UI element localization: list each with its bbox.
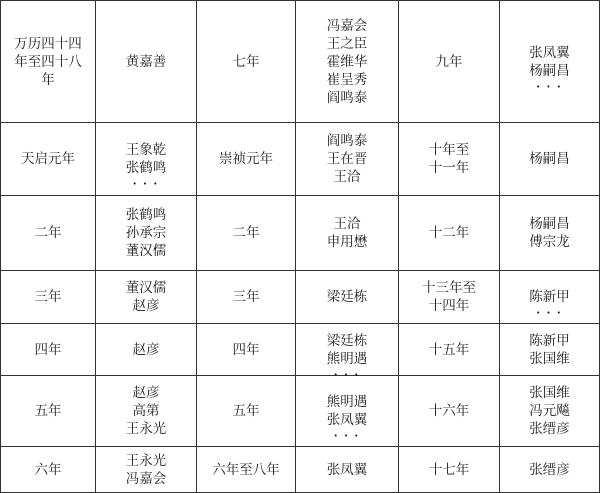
cell-line: 阎鸣泰 (326, 89, 368, 106)
cell-line: 万历四十四 (14, 35, 82, 52)
table-cell-ministers (500, 271, 599, 323)
cell-line: 十二年 (428, 225, 470, 241)
cell-line: 阎鸣泰 (326, 133, 368, 149)
table-cell-period (399, 123, 499, 195)
table-cell-ministers (96, 447, 196, 492)
cell-line: 张凤翼 (326, 461, 368, 478)
cell-line: 十一年 (428, 160, 470, 176)
table-cell-ministers (96, 271, 196, 323)
cell-line: 张鹤鸣 • • • (126, 159, 167, 177)
cell-line: 十四年 (428, 298, 470, 314)
table-cell-ministers (500, 123, 599, 195)
table-cell-ministers (500, 324, 599, 375)
cell-line: 六年 (34, 461, 62, 478)
table-cell-period (197, 376, 295, 446)
cell-line: 赵彦 (132, 385, 160, 401)
cell-line: 张鹤鸣 (125, 207, 167, 223)
table-cell-ministers (296, 1, 398, 122)
cell-line: 杨嗣昌 (529, 151, 570, 167)
cell-line: 十六年 (428, 403, 470, 419)
table-cell-ministers (500, 1, 599, 122)
table-cell-period (1, 1, 95, 122)
cell-line: 王在晋 (326, 151, 368, 167)
table-cell-period (197, 123, 295, 195)
cell-line: 傅宗龙 (529, 234, 570, 250)
table-cell-period (1, 324, 95, 375)
table-cell-ministers (500, 376, 599, 446)
cell-line: 三年 (232, 289, 260, 305)
cell-line: 二年 (232, 225, 260, 241)
table-cell-ministers (296, 376, 398, 446)
cell-line: 孙承宗 • • • (126, 224, 167, 242)
cell-line: 张缙彦 (529, 421, 570, 437)
cell-line: 张国维 (529, 350, 570, 367)
cell-line: 十五年 (428, 341, 470, 358)
cell-line: 年至四十八 (14, 53, 82, 70)
cell-line: 六年至八年 (212, 461, 280, 478)
table-cell-period (399, 376, 499, 446)
cell-line: 张凤翼 • • • (327, 411, 368, 429)
table-cell-period (197, 1, 295, 122)
cell-line: 熊明遇 (326, 394, 368, 410)
cell-line: 申用懋 (326, 234, 368, 250)
table-cell-ministers (296, 123, 398, 195)
cell-line: 杨嗣昌 • • • (529, 62, 570, 80)
cell-line: 陈新甲 • • • (529, 288, 570, 306)
cell-line: 杨嗣昌 (529, 216, 570, 232)
cell-line: 王之臣 (326, 35, 368, 52)
table-cell-period (1, 196, 95, 270)
table-cell-period (399, 447, 499, 492)
cell-line: 十三年至 (422, 280, 476, 296)
cell-line: 冯元飚 (529, 403, 570, 419)
table-cell-period (197, 447, 295, 492)
cell-line: 黄嘉善 (125, 53, 167, 70)
cell-line: 天启元年 (21, 151, 75, 167)
table-cell-period (1, 271, 95, 323)
cell-line: 十年至 (428, 142, 470, 158)
table-cell-period (197, 196, 295, 270)
cell-line: 张缙彦 (529, 461, 570, 478)
cell-line: 熊明遇 • • • (327, 350, 368, 368)
table-cell-period (197, 324, 295, 375)
table-cell-ministers (296, 447, 398, 492)
cell-line: 霍维华 (326, 53, 368, 70)
table-cell-ministers (296, 324, 398, 375)
cell-line: 董汉儒 (125, 243, 167, 259)
cell-line: 十七年 (428, 461, 470, 478)
table-cell-period (399, 324, 499, 375)
table-cell-period (1, 447, 95, 492)
cell-line: 七年 (232, 53, 260, 70)
cell-line: 冯嘉会 (125, 470, 167, 487)
cell-line: 四年 (34, 341, 62, 358)
cell-line: 崔呈秀 (326, 71, 368, 88)
table-cell-ministers (96, 324, 196, 375)
table-cell-period (399, 1, 499, 122)
cell-line: 高第 (132, 403, 160, 419)
table-cell-period (399, 271, 499, 323)
table-cell-ministers (500, 447, 599, 492)
cell-line: 五年 (34, 403, 62, 419)
cell-line: 王永光 (125, 452, 167, 469)
table-cell-period (399, 196, 499, 270)
cell-line: 赵彦 (132, 298, 160, 314)
cell-line: 九年 (435, 53, 463, 70)
cell-line: 二年 (34, 225, 62, 241)
table-cell-period (197, 271, 295, 323)
table-cell-ministers (96, 1, 196, 122)
table-cell-ministers (96, 123, 196, 195)
cell-line: 王象乾 (125, 142, 167, 158)
cell-line: 王洽 (333, 216, 361, 232)
cell-line: 张凤翼 (529, 44, 570, 61)
table-cell-ministers (96, 196, 196, 270)
table-cell-ministers (296, 196, 398, 270)
cell-line: 冯嘉会 (326, 17, 368, 34)
cell-line: 张国维 (529, 385, 570, 401)
cell-line: 陈新甲 (529, 332, 570, 349)
cell-line: 梁廷栋 (326, 332, 368, 349)
cell-line: 年 (41, 71, 55, 88)
cell-line: 王洽 (333, 169, 361, 185)
table-cell-period (1, 376, 95, 446)
cell-line: 董汉儒 (125, 280, 167, 296)
cell-line: 三年 (34, 289, 62, 305)
table-cell-ministers (296, 271, 398, 323)
table-cell-period (1, 123, 95, 195)
cell-line: 五年 (232, 403, 260, 419)
cell-line: 崇祯元年 (219, 151, 273, 167)
table-cell-ministers (96, 376, 196, 446)
table-cell-ministers (500, 196, 599, 270)
cell-line: 梁廷栋 (326, 289, 368, 305)
cell-line: 四年 (232, 341, 260, 358)
cell-line: 赵彦 (132, 341, 160, 358)
cell-line: 王永光 (125, 421, 167, 437)
